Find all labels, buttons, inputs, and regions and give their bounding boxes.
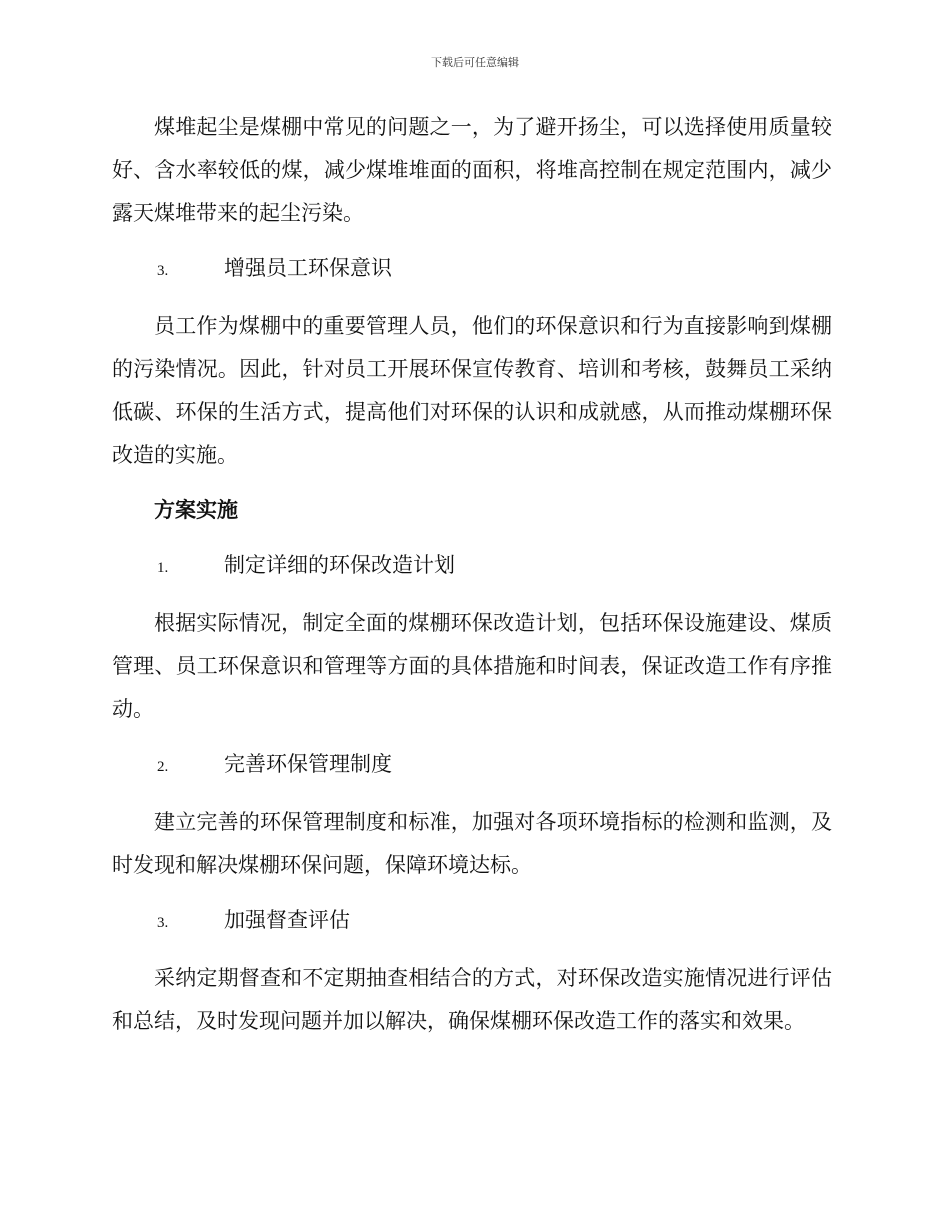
list-item-title: 加强督查评估 [224,908,350,932]
list-item-supervision [112,899,832,945]
paragraph-coal-dust: 煤堆起尘是煤棚中常见的问题之一，为了避开扬尘，可以选择使用质量较好、含水率较低的煤，减少煤堆堆面的面积，将堆高控制在规定范围内，减少露天煤堆带来的起尘污染。 [112,115,832,225]
list-number: 3. [157,263,169,279]
section-heading: 方案实施 [154,498,238,522]
list-number: 1. [157,560,169,576]
list-item-title: 制定详细的环保改造计划 [224,553,455,577]
paragraph-supervision: 采纳定期督查和不定期抽查相结合的方式，对环保改造实施情况进行评估和总结，及时发现问题并加以解决，确保煤棚环保改造工作的落实和效果。 [112,966,832,1033]
paragraph-management: 建立完善的环保管理制度和标准，加强对各项环境指标的检测和监测，及时发现和解决煤棚环保问题，保障环境达标。 [112,810,832,877]
paragraph-staff-awareness: 员工作为煤棚中的重要管理人员，他们的环保意识和行为直接影响到煤棚的污染情况。因此，针对员工开展环保宣传教育、培训和考核，鼓舞员工采纳低碳、环保的生活方式，提高他们对环保的认识和成就感，从而推动煤棚环保改造的实施。 [112,314,832,467]
list-number: 2. [157,759,169,775]
list-item-plan [112,544,832,590]
page-header: 下载后可任意编辑 [431,56,519,69]
document-body [112,106,832,1055]
list-number: 3. [157,915,169,931]
list-item-staff-awareness [112,247,832,293]
list-item-title: 完善环保管理制度 [224,752,392,776]
list-item-title: 增强员工环保意识 [224,256,392,280]
list-item-management [112,743,832,789]
paragraph-plan: 根据实际情况，制定全面的煤棚环保改造计划，包括环保设施建设、煤质管理、员工环保意识和管理等方面的具体措施和时间表，保证改造工作有序推动。 [112,611,832,721]
